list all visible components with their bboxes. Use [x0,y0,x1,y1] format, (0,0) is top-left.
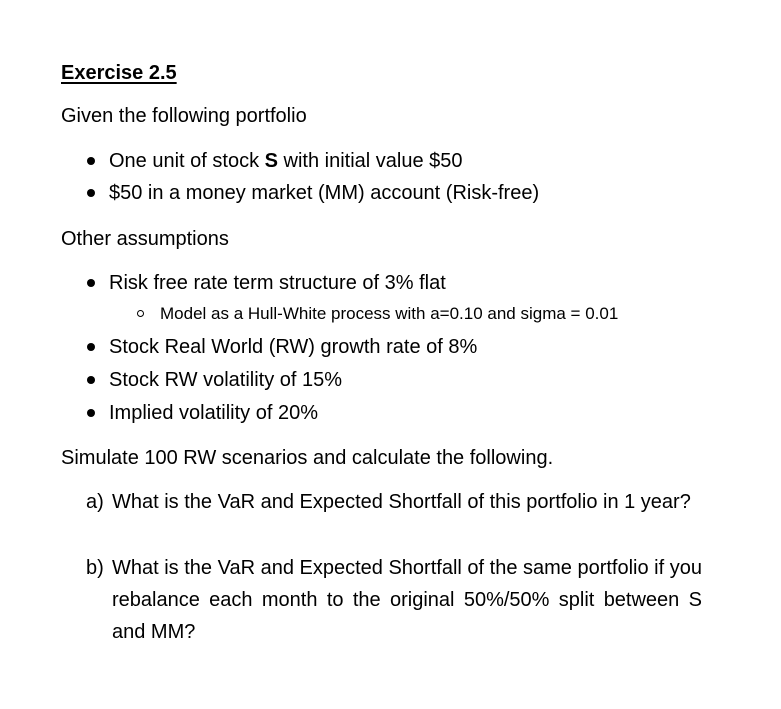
bullet-dot [87,157,95,165]
sub-bullet-circle [137,310,144,317]
assumptions-heading: Other assumptions [61,228,229,250]
assumption-rw-growth: Stock Real World (RW) growth rate of 8% [109,336,478,358]
assumption-implied-volatility: Implied volatility of 20% [109,402,318,424]
question-a-label: a) [86,491,104,513]
assumption-hull-white: Model as a Hull-White process with a=0.10 and sigma = 0.01 [160,304,619,323]
bullet-dot [87,279,95,287]
assumption-rw-volatility: Stock RW volatility of 15% [109,369,343,391]
exercise-title: Exercise 2.5 [61,62,177,84]
task-statement: Simulate 100 RW scenarios and calculate the following. [61,447,554,469]
stock-symbol: S [264,150,278,172]
portfolio-item-stock-suffix: with initial value $50 [277,150,463,172]
portfolio-intro: Given the following portfolio [61,105,307,127]
question-b-label: b) [86,557,104,579]
portfolio-item-stock [109,149,463,173]
bullet-dot [87,343,95,351]
bullet-dot [87,409,95,417]
bullet-dot [87,189,95,197]
portfolio-item-mm: $50 in a money market (MM) account (Risk-free) [109,182,540,204]
assumption-risk-free-rate: Risk free rate term structure of 3% flat [109,272,446,294]
bullet-dot [87,376,95,384]
question-b-text: What is the VaR and Expected Shortfall of the same portfolio if you rebalance each month to the original 50%/50% split between S and MM? [112,557,702,643]
portfolio-item-stock-prefix: One unit of stock [109,150,265,172]
question-a-text: What is the VaR and Expected Shortfall of this portfolio in 1 year? [112,491,691,513]
